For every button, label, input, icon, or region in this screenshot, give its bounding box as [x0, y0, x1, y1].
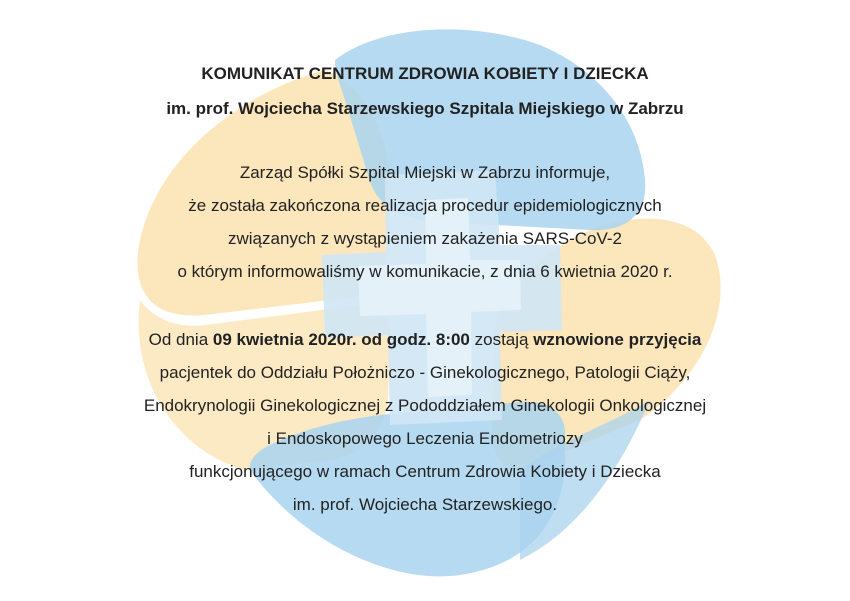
paragraph2-prefix: Od dnia [148, 330, 213, 349]
reopening-date: 09 kwietnia 2020r. od godz. 8:00 [212, 330, 470, 349]
announcement-title: KOMUNIKAT CENTRUM ZDROWIA KOBIETY I DZIECKA [201, 64, 649, 83]
paragraph1-line3: związanych z wystąpieniem zakażenia SARS-CoV-2 [227, 229, 622, 248]
paragraph2-middle: zostają [469, 330, 534, 349]
paragraph2-line1 [0, 330, 850, 350]
paragraph2-line6: im. prof. Wojciecha Starzewskiego. [292, 495, 558, 514]
paragraph2-line3: Endokrynologii Ginekologicznej z Pododdziałem Ginekologii Onkologicznej [143, 396, 707, 415]
announcement-subtitle: im. prof. Wojciecha Starzewskiego Szpitala Miejskiego w Zabrzu [166, 99, 684, 118]
paragraph2-line2: pacjentek do Oddziału Położniczo - Ginekologicznego, Patologii Ciąży, [159, 363, 691, 382]
paragraph1-line4: o którym informowaliśmy w komunikacie, z dnia 6 kwietnia 2020 r. [177, 262, 673, 281]
paragraph1-line2: że została zakończona realizacja procedur epidemiologicznych [188, 196, 662, 215]
paragraph1-line1: Zarząd Spółki Szpital Miejski w Zabrzu informuje, [239, 163, 611, 182]
reopening-emphasis: wznowione przyjęcia [533, 330, 702, 349]
paragraph2-line5: funkcjonującego w ramach Centrum Zdrowia Kobiety i Dziecka [189, 462, 661, 481]
paragraph2-line4: i Endoskopowego Leczenia Endometriozy [267, 429, 583, 448]
